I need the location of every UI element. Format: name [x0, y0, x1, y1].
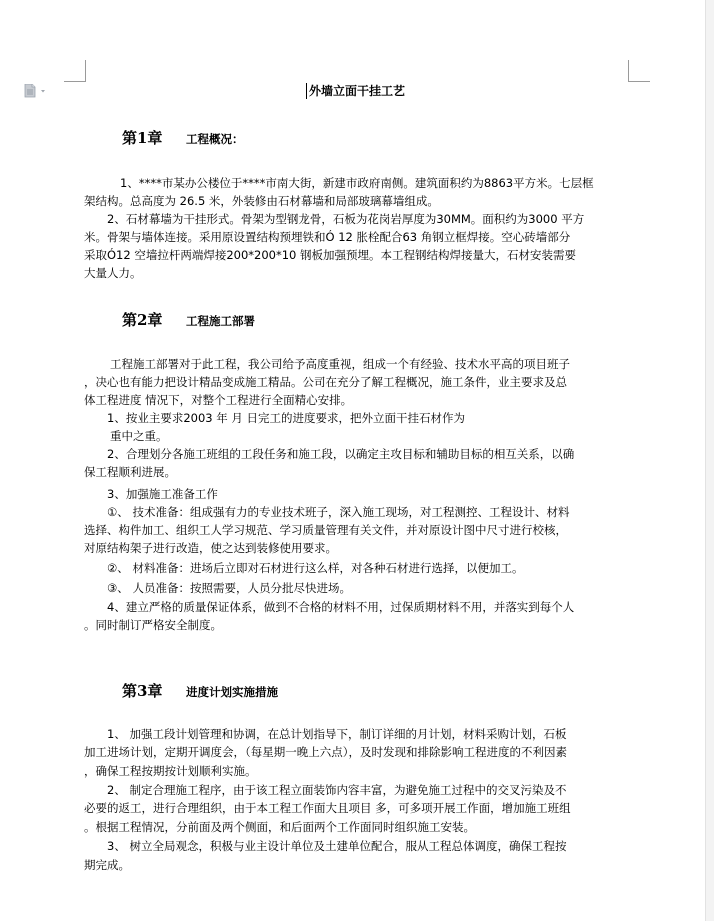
paragraph-line: 工程施工部署对于此工程，我公司给予高度重视，组成一个有经验、技术水平高的项目班子 — [110, 357, 570, 371]
paragraph-line: 期完成。 — [84, 858, 130, 872]
paragraph-line: ，决心也有能力把设计精品变成施工精品。公司在充分了解工程概况，施工条件，业主要求及总 — [84, 375, 567, 389]
margin-corner-top-left — [64, 60, 86, 82]
paragraph-line: 2、石材幕墙为干挂形式。骨架为型钢龙骨，石板为花岗岩厚度为30MM。面积约为3000 平方 — [107, 212, 585, 226]
chapter-1-name: 工程概况： — [186, 132, 244, 146]
paragraph-line: 保工程顺利进展。 — [84, 465, 176, 479]
paragraph-line: 1、按业主要求2003 年 月 日完工的进度要求，把外立面干挂石材作为 — [107, 411, 466, 425]
chapter-3-number: 第3章 — [122, 682, 163, 700]
paragraph-line: 重中之重。 — [110, 429, 168, 443]
paragraph-line: 1、 加强工段计划管理和协调，在总计划指导下，制订详细的月计划，材料采购计划，石板 — [107, 727, 567, 741]
paragraph-line: ，确保工程按期按计划顺利实施。 — [84, 764, 257, 778]
document-title: 外墙立面干挂工艺 — [306, 83, 405, 99]
margin-corner-top-right — [628, 60, 650, 82]
paragraph-line: 必要的返工，进行合理组织，由于本工程工作面大且项目 多，可多项开展工作面，增加施工班组 — [84, 801, 571, 815]
paragraph-line: 1、****市某办公楼位于****市南大街，新建市政府南侧。建筑面积约为8863平方米。七层框 — [120, 176, 594, 190]
paragraph-line: 4、建立严格的质量保证体系，做到不合格的材料不用，过保质期材料不用，并落实到每个人 — [107, 600, 575, 614]
paragraph-line: 采取Ó12 空墙拉杆两端焊接200*200*10 钢板加强预埋。本工程钢结构焊接量大，石材安装需要 — [84, 248, 577, 262]
paragraph-line: 加工进场计划，定期开调度会，（每星期一晚上六点），及时发现和排除影响工程进度的不利因素 — [84, 745, 567, 759]
paragraph-line: 2、 制定合理施工程序，由于该工程立面装饰内容丰富，为避免施工过程中的交叉污染及不 — [107, 783, 567, 797]
paragraph-line: ②、 材料准备：进场后立即对石材进行这么样，对各种石材进行选择，以便加工。 — [107, 561, 524, 575]
document-icon[interactable] — [24, 83, 48, 97]
paragraph-line: 。同时制订严格安全制度。 — [84, 618, 222, 632]
chapter-2-heading — [122, 310, 255, 331]
paragraph-line: 米。骨架与墙体连接。采用原设置结构预埋铁和Ó 12 胀栓配合63 角钢立框焊接。空心砖墙部分 — [84, 230, 571, 244]
paragraph-line: 3、加强施工准备工作 — [107, 487, 218, 501]
paragraph-line: 。根据工程情况，分前面及两个侧面，和后面两个工作面同时组织施工安装。 — [84, 820, 475, 834]
chapter-2-number: 第2章 — [122, 311, 163, 329]
paragraph-line: 大量人力。 — [84, 266, 142, 280]
paragraph-line: ③、 人员准备：按照需要，人员分批尽快进场。 — [107, 581, 351, 595]
document-icon-glyph — [24, 84, 48, 98]
paragraph-line: ①、 技术准备：组成强有力的专业技术班子，深入施工现场，对工程测控、工程设计、材料 — [107, 505, 570, 519]
page-edge — [705, 0, 714, 921]
paragraph-line: 对原结构架子进行改造，使之达到装修使用要求。 — [84, 541, 337, 555]
chapter-2-name: 工程施工部署 — [186, 314, 255, 328]
chapter-3-name: 进度计划实施措施 — [186, 685, 278, 699]
chapter-1-heading — [122, 128, 244, 149]
paragraph-line: 3、 树立全局观念，积极与业主设计单位及土建单位配合，服从工程总体调度，确保工程按 — [107, 839, 567, 853]
paragraph-line: 2、合理划分各施工班组的工段任务和施工段，以确定主攻目标和辅助目标的相互关系，以确 — [107, 447, 575, 461]
paragraph-line: 选择、构件加工、组织工人学习规范、学习质量管理有关文件，并对原设计图中尺寸进行校核， — [84, 523, 567, 537]
paragraph-line: 体工程进度 情况下，对整个工程进行全面精心安排。 — [84, 393, 353, 407]
paragraph-line: 架结构。总高度为 26.5 米，外装修由石材幕墙和局部玻璃幕墙组成。 — [84, 194, 439, 208]
chapter-1-number: 第1章 — [122, 129, 163, 147]
chapter-3-heading — [122, 681, 278, 702]
